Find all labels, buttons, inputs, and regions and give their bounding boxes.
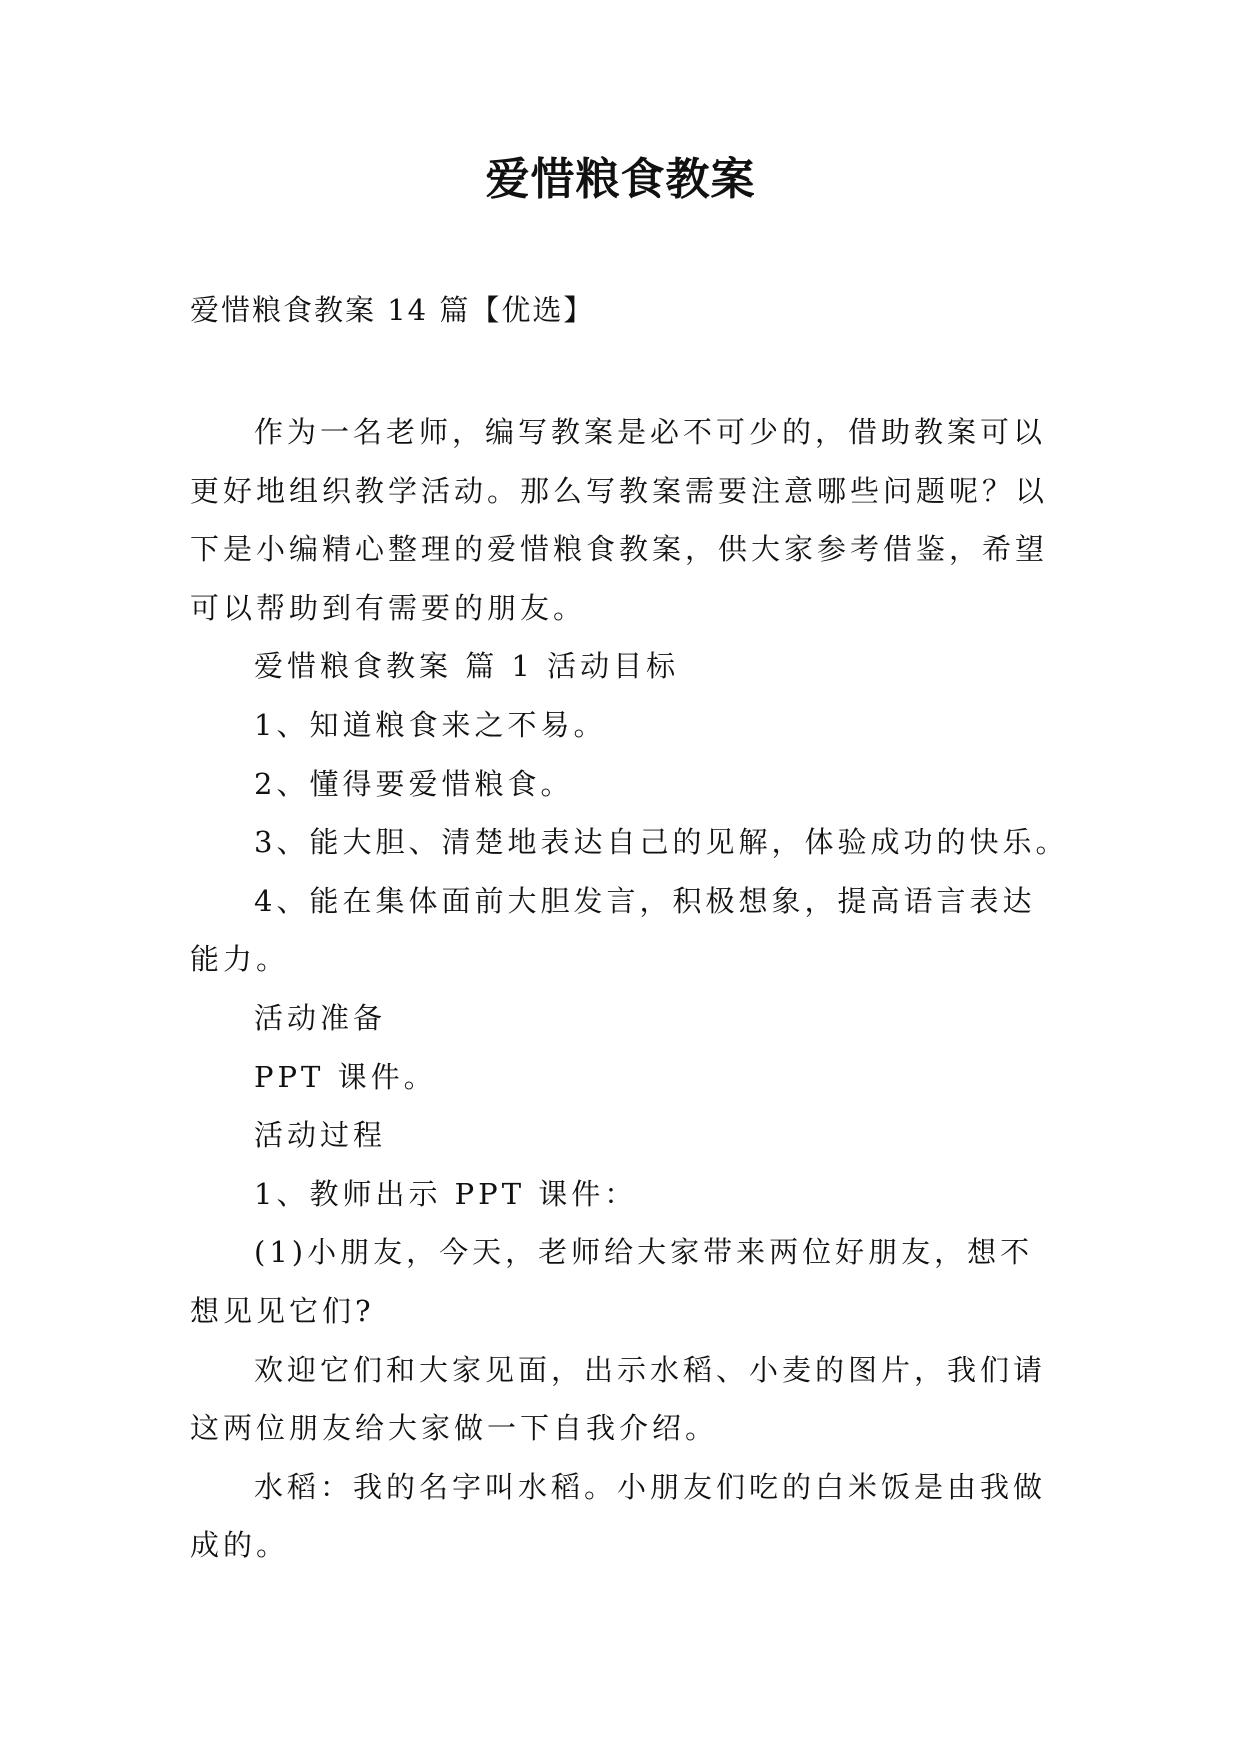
goal-item: 4、能在集体面前大胆发言，积极想象，提高语言表达 [254, 883, 1036, 918]
body-line: PPT 课件。 [254, 1059, 437, 1094]
document-title: 爱惜粮食教案 [485, 154, 756, 205]
body-line: 下是小编精心整理的爱惜粮食教案，供大家参考借鉴，希望 [190, 532, 1049, 567]
document-body [190, 403, 1069, 1575]
goal-item: 3、能大胆、清楚地表达自己的见解，体验成功的快乐。 [254, 825, 1069, 860]
body-line: 欢迎它们和大家见面，出示水稻、小麦的图片，我们请 [254, 1352, 1047, 1387]
body-line: 水稻：我的名字叫水稻。小朋友们吃的白米饭是由我做 [254, 1469, 1047, 1504]
document-subtitle: 爱惜粮食教案 14 篇【优选】 [190, 293, 595, 327]
body-line: 这两位朋友给大家做一下自我介绍。 [190, 1411, 719, 1446]
body-line: 更好地组织教学活动。那么写教案需要注意哪些问题呢？以 [190, 473, 1049, 508]
process-item: 1、教师出示 PPT 课件： [254, 1176, 638, 1211]
body-line: 可以帮助到有需要的朋友。 [190, 590, 587, 625]
body-line: 想见见它们? [190, 1293, 375, 1328]
section-heading-line: 活动准备 [254, 1000, 387, 1035]
section-heading-line: 爱惜粮食教案 篇 1 活动目标 [254, 649, 680, 684]
body-line: 成的。 [190, 1528, 290, 1563]
section-heading-line: 活动过程 [254, 1118, 387, 1153]
body-line: (1)小朋友，今天，老师给大家带来两位好朋友，想不 [254, 1235, 1034, 1270]
goal-item: 2、懂得要爱惜粮食。 [254, 766, 574, 801]
body-line: 能力。 [190, 942, 290, 977]
goal-item: 1、知道粮食来之不易。 [254, 707, 607, 742]
body-line: 作为一名老师，编写教案是必不可少的，借助教案可以 [254, 415, 1047, 449]
